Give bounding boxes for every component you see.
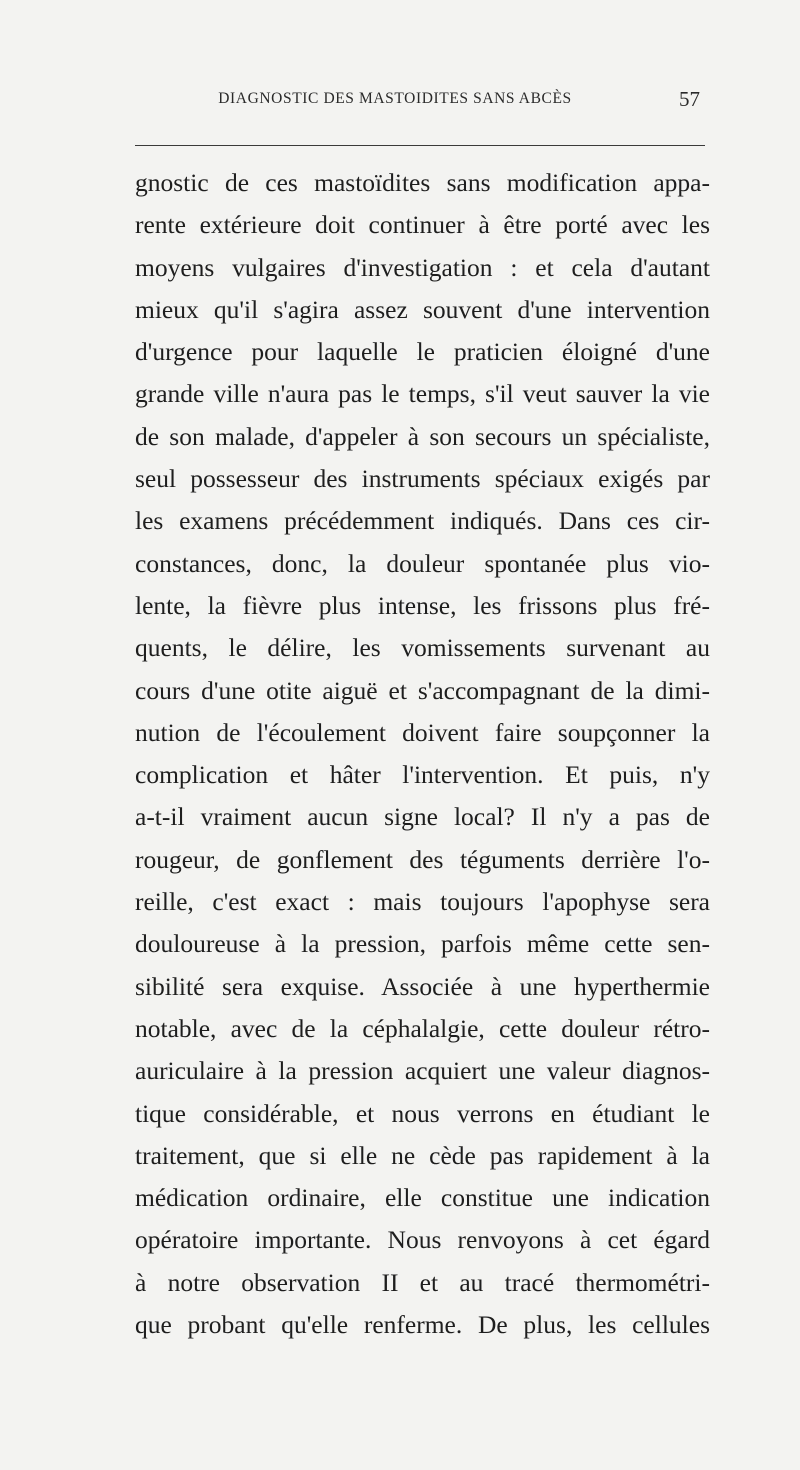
running-title: DIAGNOSTIC DES MASTOIDITES SANS ABCÈS xyxy=(218,90,572,107)
text-line: d'urgence pour laquelle le praticien éloigné d'une xyxy=(135,337,710,367)
text-line: médication ordinaire, elle constitue une indication xyxy=(135,1183,710,1213)
text-line: rente extérieure doit continuer à être porté avec les xyxy=(135,210,710,240)
text-line: opératoire importante. Nous renvoyons à cet égard xyxy=(135,1225,710,1255)
page-number: 57 xyxy=(679,87,700,111)
text-line: notable, avec de la céphalalgie, cette douleur rétro- xyxy=(135,1013,710,1043)
text-line: mieux qu'il s'agira assez souvent d'une intervention xyxy=(135,294,710,324)
text-line: sibilité sera exquise. Associée à une hyperthermie xyxy=(135,971,710,1001)
text-line: cours d'une otite aiguë et s'accompagnant de la dimi- xyxy=(135,675,710,705)
text-line: que probant qu'elle renferme. De plus, les cellules xyxy=(135,1310,710,1340)
text-line: moyens vulgaires d'investigation : et cela d'autant xyxy=(135,252,710,282)
text-line: grande ville n'aura pas le temps, s'il veut sauver la vie xyxy=(135,379,710,409)
text-line: reille, c'est exact : mais toujours l'apophyse sera xyxy=(135,887,710,917)
text-line: lente, la fièvre plus intense, les frissons plus fré- xyxy=(135,590,710,620)
text-line: tique considérable, et nous verrons en étudiant le xyxy=(135,1098,710,1128)
header-rule xyxy=(135,145,705,146)
text-line: complication et hâter l'intervention. Et puis, n'y xyxy=(135,760,710,790)
text-line: rougeur, de gonflement des téguments derrière l'o- xyxy=(135,844,710,874)
text-line: nution de l'écoulement doivent faire soupçonner la xyxy=(135,717,710,747)
text-line: seul possesseur des instruments spéciaux exigés par xyxy=(135,464,710,494)
text-line: à notre observation II et au tracé thermométri- xyxy=(135,1267,710,1297)
text-line: de son malade, d'appeler à son secours un spécialiste, xyxy=(135,421,710,451)
text-line: auriculaire à la pression acquiert une valeur diagnos- xyxy=(135,1056,710,1086)
text-line: constances, donc, la douleur spontanée plus vio- xyxy=(135,548,710,578)
text-line: traitement, que si elle ne cède pas rapidement à la xyxy=(135,1140,710,1170)
text-line: gnostic de ces mastoïdites sans modification appa- xyxy=(135,168,710,197)
text-line: les examens précédemment indiqués. Dans ces cir- xyxy=(135,506,710,536)
running-head xyxy=(135,84,700,114)
text-line: a-t-il vraiment aucun signe local? Il n'y a pas de xyxy=(135,802,710,832)
body-paragraph xyxy=(135,162,710,1346)
text-line: quents, le délire, les vomissements survenant au xyxy=(135,633,710,663)
text-line: douloureuse à la pression, parfois même cette sen- xyxy=(135,929,710,959)
